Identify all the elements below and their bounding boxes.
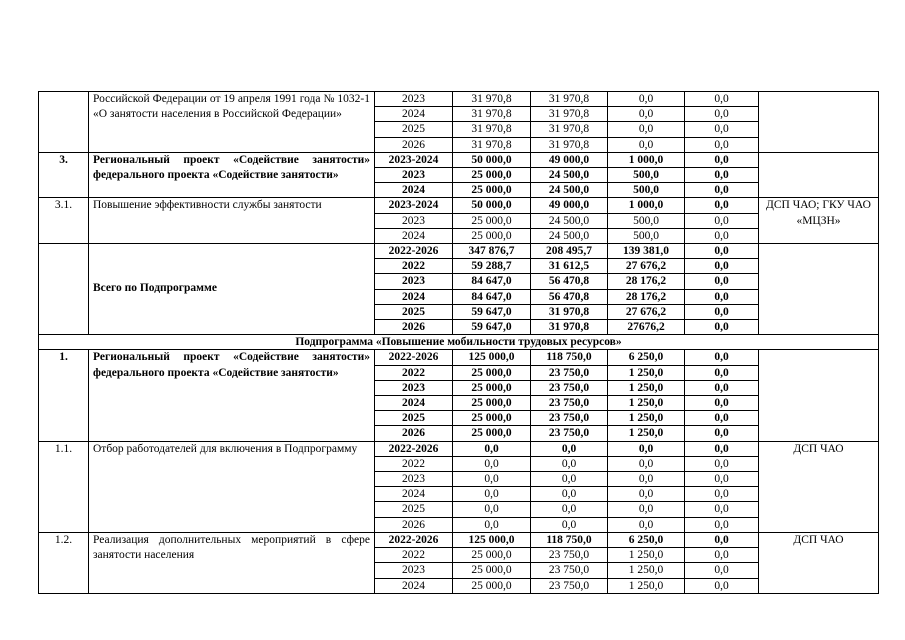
year-cell: 2024: [375, 107, 453, 122]
other-sources-cell: 0,0: [685, 548, 759, 563]
federal-budget-cell: 31 970,8: [531, 320, 608, 335]
year-cell: 2026: [375, 426, 453, 441]
program-table: [38, 91, 879, 594]
year-cell: 2026: [375, 320, 453, 335]
year-cell: 2023: [375, 274, 453, 289]
other-sources-cell: 0,0: [685, 228, 759, 243]
regional-budget-cell: 0,0: [608, 517, 685, 532]
regional-budget-cell: 500,0: [608, 168, 685, 183]
regional-budget-cell: 27 676,2: [608, 304, 685, 319]
total-cell: 84 647,0: [453, 289, 531, 304]
federal-budget-cell: 31 970,8: [531, 304, 608, 319]
federal-budget-cell: 31 970,8: [531, 92, 608, 107]
year-cell: 2023: [375, 563, 453, 578]
other-sources-cell: 0,0: [685, 183, 759, 198]
federal-budget-cell: 0,0: [531, 472, 608, 487]
federal-budget-cell: 24 500,0: [531, 183, 608, 198]
regional-budget-cell: 1 000,0: [608, 152, 685, 167]
regional-budget-cell: 0,0: [608, 107, 685, 122]
regional-budget-cell: 1 250,0: [608, 578, 685, 593]
other-sources-cell: 0,0: [685, 456, 759, 471]
total-cell: 0,0: [453, 472, 531, 487]
responsible-agency: ДСП ЧАО: [759, 532, 879, 593]
other-sources-cell: 0,0: [685, 350, 759, 365]
regional-budget-cell: 0,0: [608, 137, 685, 152]
other-sources-cell: 0,0: [685, 259, 759, 274]
regional-budget-cell: 0,0: [608, 92, 685, 107]
other-sources-cell: 0,0: [685, 426, 759, 441]
total-cell: 25 000,0: [453, 213, 531, 228]
total-cell: 25 000,0: [453, 228, 531, 243]
regional-budget-cell: 1 250,0: [608, 365, 685, 380]
other-sources-cell: 0,0: [685, 304, 759, 319]
total-cell: 59 288,7: [453, 259, 531, 274]
year-cell: 2022: [375, 456, 453, 471]
regional-budget-cell: 500,0: [608, 213, 685, 228]
year-cell: 2025: [375, 304, 453, 319]
federal-budget-cell: 24 500,0: [531, 168, 608, 183]
year-cell: 2023: [375, 92, 453, 107]
regional-budget-cell: 500,0: [608, 228, 685, 243]
federal-budget-cell: 31 612,5: [531, 259, 608, 274]
other-sources-cell: 0,0: [685, 380, 759, 395]
federal-budget-cell: 23 750,0: [531, 563, 608, 578]
regional-budget-cell: 6 250,0: [608, 532, 685, 547]
other-sources-cell: 0,0: [685, 244, 759, 259]
total-cell: 25 000,0: [453, 183, 531, 198]
other-sources-cell: 0,0: [685, 396, 759, 411]
federal-budget-cell: 0,0: [531, 487, 608, 502]
item-name: Всего по Подпрограмме: [89, 244, 375, 335]
total-cell: 0,0: [453, 487, 531, 502]
year-cell: 2022: [375, 259, 453, 274]
other-sources-cell: 0,0: [685, 517, 759, 532]
total-cell: 25 000,0: [453, 548, 531, 563]
total-cell: 0,0: [453, 456, 531, 471]
total-cell: 347 876,7: [453, 244, 531, 259]
federal-budget-cell: 0,0: [531, 502, 608, 517]
year-cell: 2025: [375, 122, 453, 137]
federal-budget-cell: 0,0: [531, 456, 608, 471]
year-cell: 2022-2026: [375, 441, 453, 456]
other-sources-cell: 0,0: [685, 472, 759, 487]
total-cell: 0,0: [453, 441, 531, 456]
year-cell: 2023: [375, 380, 453, 395]
other-sources-cell: 0,0: [685, 578, 759, 593]
other-sources-cell: 0,0: [685, 289, 759, 304]
item-number: 3.1.: [39, 198, 89, 244]
regional-budget-cell: 0,0: [608, 456, 685, 471]
regional-budget-cell: 1 250,0: [608, 548, 685, 563]
other-sources-cell: 0,0: [685, 198, 759, 213]
year-cell: 2026: [375, 137, 453, 152]
total-cell: 125 000,0: [453, 350, 531, 365]
other-sources-cell: 0,0: [685, 107, 759, 122]
total-cell: 50 000,0: [453, 152, 531, 167]
item-number: 1.: [39, 350, 89, 441]
item-number: [39, 92, 89, 153]
regional-budget-cell: 0,0: [608, 487, 685, 502]
year-cell: 2024: [375, 289, 453, 304]
federal-budget-cell: 31 970,8: [531, 137, 608, 152]
federal-budget-cell: 49 000,0: [531, 152, 608, 167]
responsible-agency: [759, 350, 879, 441]
year-cell: 2023-2024: [375, 152, 453, 167]
total-cell: 31 970,8: [453, 122, 531, 137]
year-cell: 2022-2026: [375, 532, 453, 547]
other-sources-cell: 0,0: [685, 137, 759, 152]
year-cell: 2024: [375, 228, 453, 243]
item-number: 1.1.: [39, 441, 89, 532]
federal-budget-cell: 31 970,8: [531, 107, 608, 122]
total-cell: 31 970,8: [453, 137, 531, 152]
regional-budget-cell: 500,0: [608, 183, 685, 198]
year-cell: 2025: [375, 411, 453, 426]
regional-budget-cell: 28 176,2: [608, 274, 685, 289]
federal-budget-cell: 23 750,0: [531, 548, 608, 563]
responsible-agency: [759, 244, 879, 335]
other-sources-cell: 0,0: [685, 92, 759, 107]
regional-budget-cell: 1 250,0: [608, 563, 685, 578]
total-cell: 59 647,0: [453, 304, 531, 319]
other-sources-cell: 0,0: [685, 213, 759, 228]
federal-budget-cell: 118 750,0: [531, 532, 608, 547]
total-cell: 25 000,0: [453, 168, 531, 183]
regional-budget-cell: 1 250,0: [608, 396, 685, 411]
year-cell: 2023: [375, 168, 453, 183]
federal-budget-cell: 24 500,0: [531, 213, 608, 228]
total-cell: 125 000,0: [453, 532, 531, 547]
total-cell: 25 000,0: [453, 578, 531, 593]
year-cell: 2023-2024: [375, 198, 453, 213]
federal-budget-cell: 23 750,0: [531, 396, 608, 411]
regional-budget-cell: 27676,2: [608, 320, 685, 335]
responsible-agency: [759, 92, 879, 153]
total-cell: 25 000,0: [453, 563, 531, 578]
federal-budget-cell: 118 750,0: [531, 350, 608, 365]
other-sources-cell: 0,0: [685, 563, 759, 578]
document-page: [38, 91, 878, 594]
item-name: Реализация дополнительных мероприятий в сфере занятости населения: [89, 532, 375, 593]
federal-budget-cell: 208 495,7: [531, 244, 608, 259]
year-cell: 2026: [375, 517, 453, 532]
total-cell: 25 000,0: [453, 380, 531, 395]
year-cell: 2022: [375, 548, 453, 563]
item-name: Отбор работодателей для включения в Подпрограмму: [89, 441, 375, 532]
other-sources-cell: 0,0: [685, 152, 759, 167]
federal-budget-cell: 23 750,0: [531, 411, 608, 426]
table-row: [39, 441, 879, 456]
other-sources-cell: 0,0: [685, 441, 759, 456]
table-row: [39, 350, 879, 365]
total-cell: 0,0: [453, 502, 531, 517]
regional-budget-cell: 1 000,0: [608, 198, 685, 213]
regional-budget-cell: 28 176,2: [608, 289, 685, 304]
year-cell: 2025: [375, 502, 453, 517]
other-sources-cell: 0,0: [685, 168, 759, 183]
federal-budget-cell: 0,0: [531, 441, 608, 456]
other-sources-cell: 0,0: [685, 274, 759, 289]
item-number: 1.2.: [39, 532, 89, 593]
year-cell: 2023: [375, 472, 453, 487]
table-row: [39, 532, 879, 547]
year-cell: 2022-2026: [375, 244, 453, 259]
year-cell: 2022: [375, 365, 453, 380]
table-row: [39, 198, 879, 213]
federal-budget-cell: 23 750,0: [531, 426, 608, 441]
item-number: 3.: [39, 152, 89, 198]
regional-budget-cell: 1 250,0: [608, 380, 685, 395]
regional-budget-cell: 6 250,0: [608, 350, 685, 365]
other-sources-cell: 0,0: [685, 487, 759, 502]
total-cell: 25 000,0: [453, 365, 531, 380]
federal-budget-cell: 23 750,0: [531, 578, 608, 593]
regional-budget-cell: 1 250,0: [608, 426, 685, 441]
table-row: [39, 92, 879, 107]
table-row: [39, 244, 879, 259]
subprogram-header-row: [39, 335, 879, 350]
item-name: Повышение эффективности службы занятости: [89, 198, 375, 244]
total-cell: 25 000,0: [453, 396, 531, 411]
other-sources-cell: 0,0: [685, 122, 759, 137]
federal-budget-cell: 23 750,0: [531, 365, 608, 380]
other-sources-cell: 0,0: [685, 532, 759, 547]
regional-budget-cell: 0,0: [608, 502, 685, 517]
responsible-agency: ДСП ЧАО; ГКУ ЧАО «МЦЗН»: [759, 198, 879, 244]
year-cell: 2024: [375, 183, 453, 198]
year-cell: 2024: [375, 578, 453, 593]
responsible-agency: ДСП ЧАО: [759, 441, 879, 532]
federal-budget-cell: 31 970,8: [531, 122, 608, 137]
responsible-agency: [759, 152, 879, 198]
year-cell: 2024: [375, 487, 453, 502]
year-cell: 2022-2026: [375, 350, 453, 365]
item-name: Региональный проект «Содействие занятости» федерального проекта «Содействие занятости»: [89, 350, 375, 441]
year-cell: 2023: [375, 213, 453, 228]
total-cell: 25 000,0: [453, 411, 531, 426]
subprogram-title: Подпрограмма «Повышение мобильности трудовых ресурсов»: [39, 335, 879, 350]
regional-budget-cell: 1 250,0: [608, 411, 685, 426]
regional-budget-cell: 139 381,0: [608, 244, 685, 259]
regional-budget-cell: 0,0: [608, 441, 685, 456]
other-sources-cell: 0,0: [685, 365, 759, 380]
regional-budget-cell: 27 676,2: [608, 259, 685, 274]
federal-budget-cell: 56 470,8: [531, 274, 608, 289]
federal-budget-cell: 49 000,0: [531, 198, 608, 213]
other-sources-cell: 0,0: [685, 502, 759, 517]
total-cell: 59 647,0: [453, 320, 531, 335]
total-cell: 50 000,0: [453, 198, 531, 213]
total-cell: 0,0: [453, 517, 531, 532]
other-sources-cell: 0,0: [685, 411, 759, 426]
item-name: Региональный проект «Содействие занятости» федерального проекта «Содействие занятости»: [89, 152, 375, 198]
total-cell: 84 647,0: [453, 274, 531, 289]
other-sources-cell: 0,0: [685, 320, 759, 335]
regional-budget-cell: 0,0: [608, 122, 685, 137]
table-row: [39, 152, 879, 167]
total-cell: 25 000,0: [453, 426, 531, 441]
total-cell: 31 970,8: [453, 92, 531, 107]
year-cell: 2024: [375, 396, 453, 411]
item-number: [39, 244, 89, 335]
item-name: Российской Федерации от 19 апреля 1991 года № 1032-1 «О занятости населения в Российской Федерации»: [89, 92, 375, 153]
federal-budget-cell: 56 470,8: [531, 289, 608, 304]
regional-budget-cell: 0,0: [608, 472, 685, 487]
federal-budget-cell: 24 500,0: [531, 228, 608, 243]
federal-budget-cell: 0,0: [531, 517, 608, 532]
federal-budget-cell: 23 750,0: [531, 380, 608, 395]
total-cell: 31 970,8: [453, 107, 531, 122]
